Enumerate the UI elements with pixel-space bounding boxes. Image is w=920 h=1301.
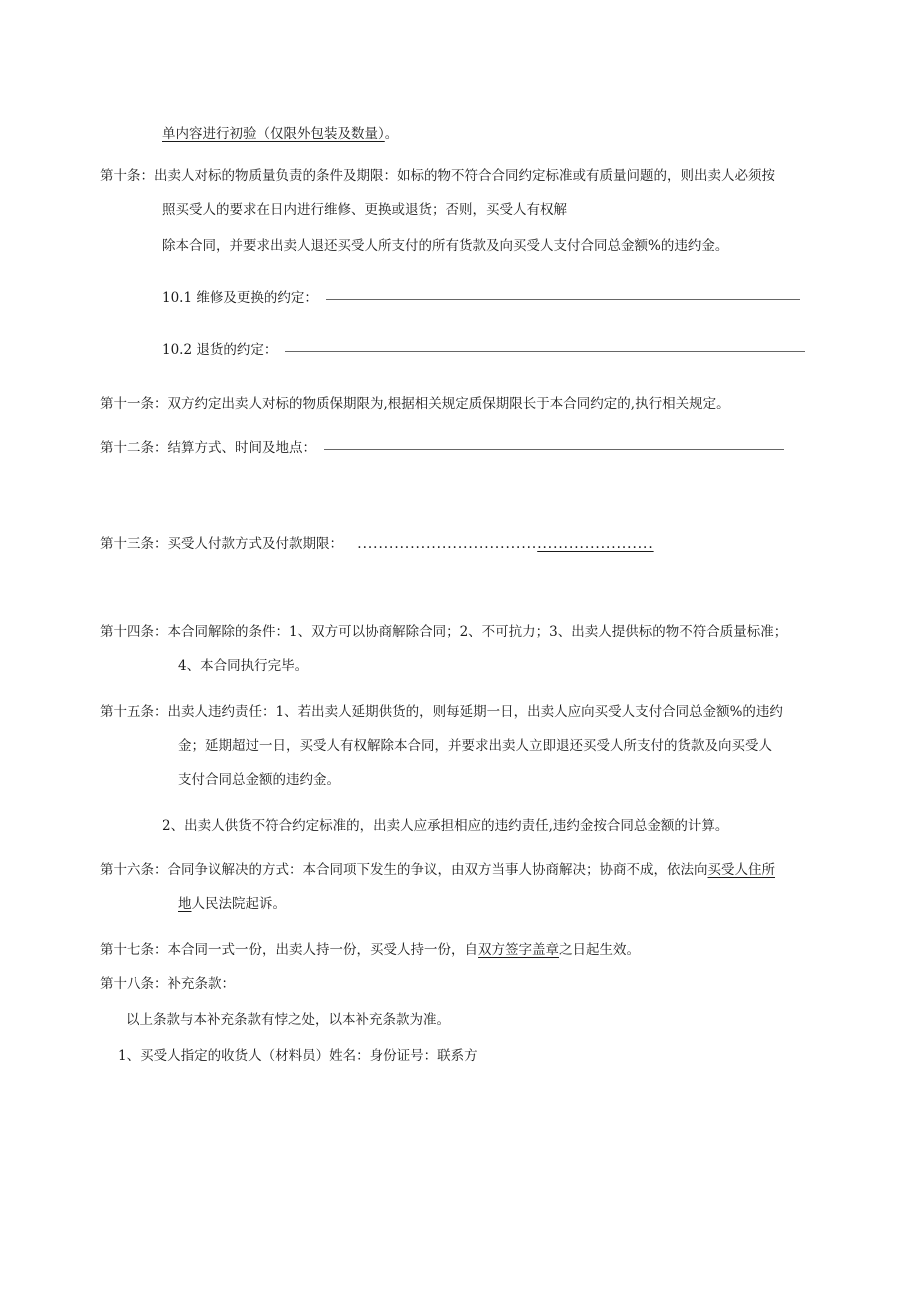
clause-15-cont-2: 支付合同总金额的违约金。 xyxy=(178,772,340,788)
dotted-blank: .................................. xyxy=(357,536,538,552)
clause-16 xyxy=(100,860,775,880)
intro-underlined: 单内容进行初验（仅限外包装及数量） xyxy=(162,126,385,142)
clause-14-cont: 4、本合同执行完毕。 xyxy=(178,658,309,674)
clause-16-cont-text: 人民法院起诉。 xyxy=(191,896,286,912)
clause-13 xyxy=(100,534,654,554)
clause-10-cont-1: 照买受人的要求在日内进行维修、更换或退货；否则，买受人有权解 xyxy=(162,202,567,218)
clause-10: 第十条：出卖人对标的物质量负责的条件及期限：如标的物不符合合同约定标准或有质量问题的，则出卖人必须按 xyxy=(100,168,775,184)
clause-18-note: 以上条款与本补充条款有悖之处，以本补充条款为准。 xyxy=(126,1012,450,1028)
clause-16-cont-underlined: 地 xyxy=(178,896,192,912)
blank-line xyxy=(285,350,805,352)
blank-line xyxy=(324,448,784,450)
clause-15-item-2: 2、出卖人供货不符合约定标准的，出卖人应承担相应的违约责任,违约金按合同总金额的计算。 xyxy=(162,818,729,834)
clause-12-label: 第十二条：结算方式、时间及地点： xyxy=(100,440,316,456)
clause-18: 第十八条：补充条款： xyxy=(100,976,235,992)
clause-10-2-label: 10.2 退货的约定： xyxy=(162,342,278,358)
intro-line xyxy=(162,124,398,144)
clause-14: 第十四条：本合同解除的条件：1、双方可以协商解除合同；2、不可抗力；3、出卖人提供标的物不符合质量标准； xyxy=(100,624,788,640)
clause-10-1-label: 10.1 维修及更换的约定： xyxy=(162,290,318,306)
clause-17 xyxy=(100,940,640,960)
clause-17-text-b: 之日起生效。 xyxy=(559,942,640,958)
clause-16-text: 第十六条：合同争议解决的方式：本合同项下发生的争议，由双方当事人协商解决；协商不成，依法向 xyxy=(100,862,708,878)
clause-10-2 xyxy=(162,340,805,360)
clause-12 xyxy=(100,438,784,458)
clause-17-underlined: 双方签字盖章 xyxy=(478,942,559,958)
clause-11: 第十一条：双方约定出卖人对标的物质保期限为,根据相关规定质保期限长于本合同约定的,执行相关规定。 xyxy=(100,396,730,412)
intro-end: 。 xyxy=(384,126,399,142)
clause-17-text-a: 第十七条：本合同一式一份，出卖人持一份，买受人持一份，自 xyxy=(100,942,478,958)
clause-10-1 xyxy=(162,288,800,308)
clause-16-cont xyxy=(178,894,286,914)
clause-16-underlined: 买受人住所 xyxy=(707,862,775,878)
clause-15: 第十五条：出卖人违约责任：1、若出卖人延期供货的，则每延期一日，出卖人应向买受人支付合同总金额%的违约 xyxy=(100,704,783,720)
clause-13-label: 第十三条：买受人付款方式及付款期限： xyxy=(100,536,343,552)
clause-18-item-1: 1、买受人指定的收货人（材料员）姓名：身份证号：联系方 xyxy=(118,1048,478,1064)
dotted-blank-underlined: ...................... xyxy=(537,536,654,552)
clause-15-cont-1: 金；延期超过一日，买受人有权解除本合同，并要求出卖人立即退还买受人所支付的货款及向买受人 xyxy=(178,738,772,754)
clause-10-cont-2: 除本合同，并要求出卖人退还买受人所支付的所有货款及向买受人支付合同总金额%的违约金。 xyxy=(162,238,729,254)
blank-line xyxy=(326,298,800,300)
